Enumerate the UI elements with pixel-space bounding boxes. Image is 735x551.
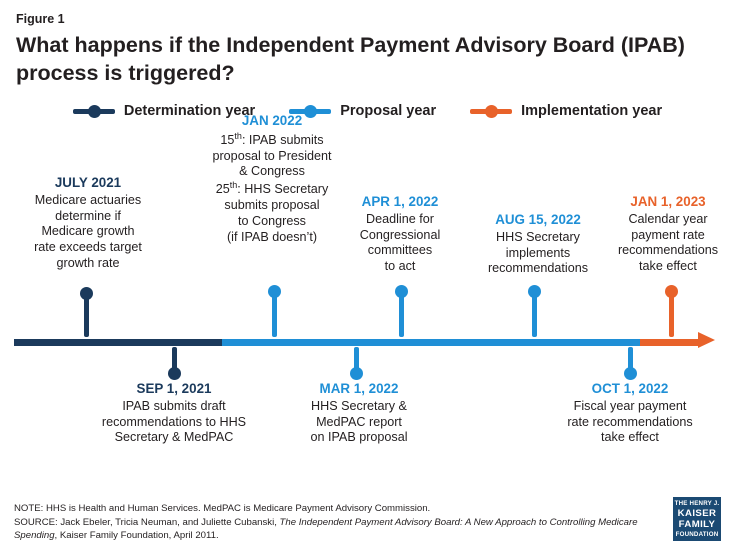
event-line: (if IPAB doesn’t) <box>226 229 318 244</box>
footer-note: NOTE: HHS is Health and Human Services. MedPAC is Medicare Payment Advisory Commission. <box>14 503 431 515</box>
event-line: on IPAB proposal <box>310 430 408 445</box>
legend-swatch-determination <box>73 105 115 118</box>
event-line: MedPAC report <box>316 414 402 429</box>
event-line: HHS Secretary & <box>311 398 407 413</box>
event-line: Secretary & MedPAC <box>114 430 234 445</box>
logo-line-3: FAMILY <box>678 519 716 531</box>
axis-segment-implementation <box>640 339 700 346</box>
event-july-2021: JULY 2021 Medicare actuaries determine if Medicare growth rate exceeds target growth rate <box>8 175 168 271</box>
event-jan-2022: JAN 2022 15th: IPAB submits proposal to President & Congress 25th: HHS Secretary submits proposal to Congress (if IPAB doesn’t) <box>175 113 369 245</box>
kaiser-family-foundation-logo <box>673 497 721 541</box>
timeline <box>14 113 721 463</box>
event-line: 25th: HHS Secretary <box>215 180 329 197</box>
event-apr-1-2022: APR 1, 2022 Deadline for Congressional committees to act <box>330 194 470 275</box>
footer-source-suffix: , Kaiser Family Foundation, April 2011. <box>54 530 219 542</box>
event-line: growth rate <box>56 255 120 270</box>
event-line: IPAB submits draft <box>122 398 226 413</box>
event-line: Deadline for <box>366 211 434 226</box>
event-line: payment rate <box>631 227 705 242</box>
logo-line-4: FOUNDATION <box>675 530 719 538</box>
footer-source-prefix: SOURCE: Jack Ebeler, Tricia Neuman, and Juliette Cubanski, <box>14 516 280 528</box>
axis-segment-proposal <box>222 339 640 346</box>
event-line: rate recommendations <box>567 414 693 429</box>
event-mar-1-2022: MAR 1, 2022 HHS Secretary & MedPAC report on IPAB proposal <box>276 381 442 446</box>
legend-label-proposal: Proposal year <box>340 103 437 120</box>
event-line: implements <box>505 245 571 260</box>
event-aug-15-2022: AUG 15, 2022 HHS Secretary implements recommendations <box>458 212 618 277</box>
timeline-axis <box>14 335 721 351</box>
legend-label-determination: Determination year <box>123 103 256 120</box>
event-line: to act <box>384 258 416 273</box>
event-line: Medicare growth <box>41 224 135 239</box>
event-line: take effect <box>639 258 697 273</box>
event-line: recommendations to HHS <box>101 414 247 429</box>
event-line: Fiscal year payment <box>573 398 687 413</box>
figure-label: Figure 1 <box>16 12 65 26</box>
event-line: recommendations <box>617 243 719 258</box>
event-line: submits proposal <box>224 198 320 213</box>
logo-line-1: THE HENRY J. <box>674 500 720 507</box>
event-line: to Congress <box>238 213 306 228</box>
axis-arrow-icon <box>698 332 715 348</box>
logo-line-2: KAISER <box>677 507 717 519</box>
footer-source <box>14 516 674 543</box>
event-jan-1-2023: JAN 1, 2023 Calendar year payment rate recommendations take effect <box>601 194 735 275</box>
page-title: What happens if the Independent Payment Advisory Board (IPAB) process is triggered? <box>16 33 685 85</box>
legend-swatch-implementation <box>470 105 512 118</box>
event-line: Medicare actuaries <box>34 192 142 207</box>
event-line: proposal to President <box>212 148 332 163</box>
event-line: HHS Secretary <box>496 229 580 244</box>
event-line: 15th: IPAB submits <box>220 130 324 147</box>
event-oct-1-2022: OCT 1, 2022 Fiscal year payment rate recommendations take effect <box>544 381 716 446</box>
event-line: rate exceeds target <box>34 239 142 254</box>
event-line: committees <box>367 243 433 258</box>
event-line: Calendar year <box>628 211 708 226</box>
event-line: take effect <box>601 430 659 445</box>
event-sep-1-2021: SEP 1, 2021 IPAB submits draft recommendations to HHS Secretary & MedPAC <box>77 381 271 446</box>
event-line: recommendations <box>487 261 589 276</box>
axis-segment-determination <box>14 339 222 346</box>
footer-source-title: The Independent Payment Advisory Board: A New Approach to Controlling Medicare Spending <box>14 516 638 542</box>
legend-item-implementation <box>470 103 662 119</box>
legend-label-implementation: Implementation year <box>521 103 663 120</box>
event-line: determine if <box>55 208 121 223</box>
event-line: & Congress <box>239 164 305 179</box>
event-line: Congressional <box>359 227 441 242</box>
footer <box>14 502 674 543</box>
